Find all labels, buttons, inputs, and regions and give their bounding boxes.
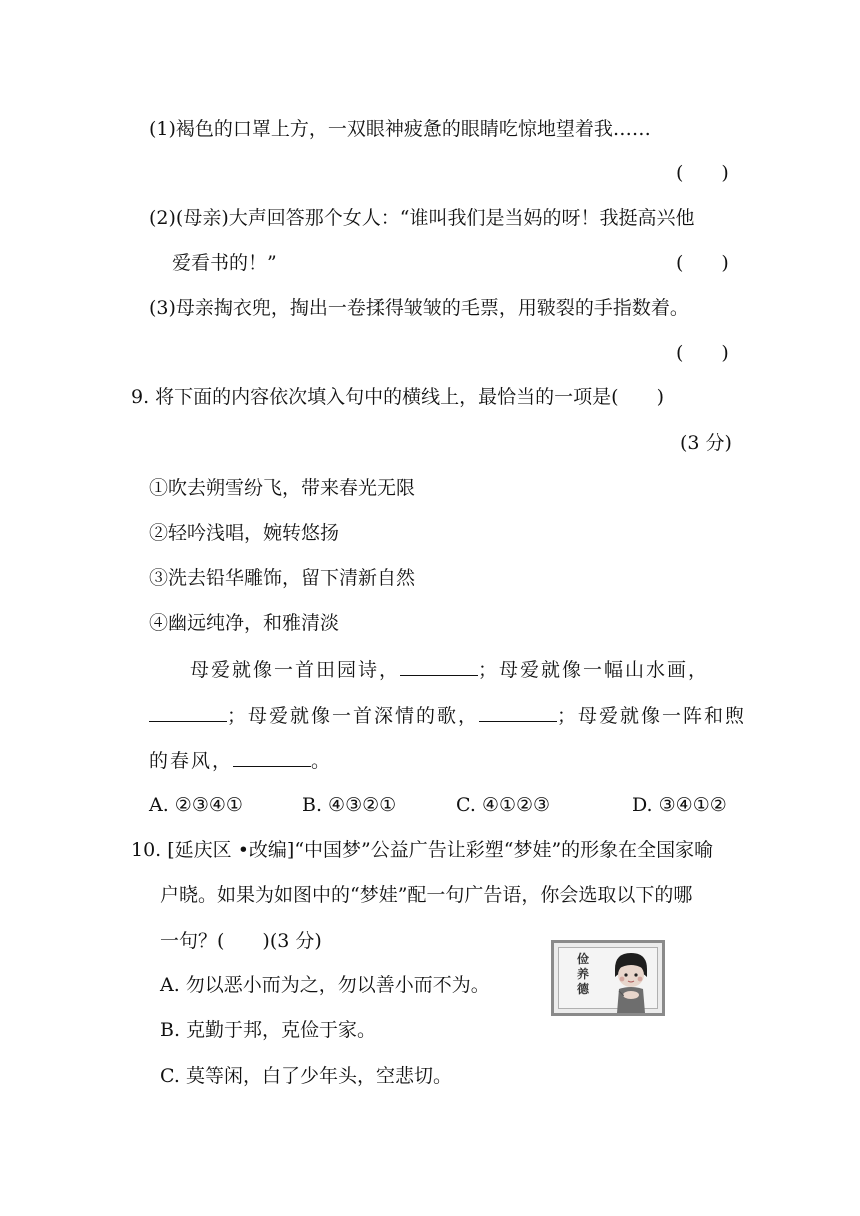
q9-score: (3 分) (680, 432, 732, 454)
q9-passage-part-6: 。 (311, 750, 333, 772)
q10-choice-b: B. 克勤于邦，克俭于家。 (160, 1019, 377, 1041)
q9-passage-line-1 (190, 657, 709, 682)
q9-option-4: ④幽远纯净，和雅清淡 (149, 612, 340, 634)
q8-item-1: (1)褐色的口罩上方，一双眼神疲惫的眼睛吃惊地望着我…… (149, 118, 651, 140)
q9-option-1: ①吹去朔雪纷飞，带来春光无限 (149, 477, 416, 499)
q9-passage-line-3 (149, 748, 332, 773)
q9-option-3: ③洗去铅华雕饰，留下清新自然 (149, 567, 416, 589)
fill-blank (479, 703, 557, 722)
q9-passage-line-2 (149, 703, 746, 728)
q8-item-3: (3)母亲掏衣兜，掏出一卷揉得皱皱的毛票，用皲裂的手指数着。 (149, 297, 689, 319)
q8-item-2-line-1: (2)(母亲)大声回答那个女人：“谁叫我们是当妈的呀！我挺高兴他 (149, 207, 695, 229)
q10-stem-line-1: 10. [延庆区 •改编]“中国梦”公益广告让彩塑“梦娃”的形象在全国家喻 (131, 839, 714, 861)
q8-item-2-answer-paren: ( ) (676, 252, 729, 274)
caption-char-2: 养 (576, 967, 589, 981)
q8-item-1-answer-paren: ( ) (676, 162, 729, 184)
picture-caption (573, 952, 593, 997)
q9-option-2: ②轻吟浅唱，婉转悠扬 (149, 522, 340, 544)
q10-stem-line-2: 户晓。如果为如图中的“梦娃”配一句广告语，你会选取以下的哪 (160, 884, 693, 906)
q10-stem-line-3: 一句？( )(3 分) (160, 930, 322, 952)
fill-blank (233, 748, 311, 767)
doll-figure-icon (601, 949, 661, 1013)
q9-stem: 9. 将下面的内容依次填入句中的横线上，最恰当的一项是( ) (131, 386, 664, 408)
q8-item-2-line-2: 爱看书的！” (172, 252, 277, 274)
q9-choice-a: A. ②③④① (149, 794, 243, 816)
fill-blank (400, 657, 478, 676)
q9-passage-part-2: ；母爱就像一幅山水画， (478, 659, 710, 681)
q9-passage-part-3: ；母爱就像一首深情的歌， (227, 705, 480, 727)
q9-choice-d: D. ③④①② (632, 794, 727, 816)
q9-choice-b: B. ④③②① (302, 794, 397, 816)
fill-blank (149, 703, 227, 722)
q9-passage-part-4: ；母爱就像一阵和煦 (557, 705, 747, 727)
q10-choice-c: C. 莫等闲，白了少年头，空悲切。 (160, 1065, 452, 1087)
q9-passage-part-5: 的春风， (149, 750, 234, 772)
dream-doll-picture (551, 940, 665, 1016)
caption-char-3: 德 (576, 982, 589, 996)
q10-choice-a: A. 勿以恶小而为之，勿以善小而不为。 (160, 974, 490, 996)
q8-item-3-answer-paren: ( ) (676, 342, 729, 364)
picture-frame (558, 947, 658, 1009)
q9-passage-part-1: 母爱就像一首田园诗， (190, 659, 401, 681)
q9-choice-c: C. ④①②③ (456, 794, 551, 816)
caption-char-1: 俭 (576, 952, 589, 966)
